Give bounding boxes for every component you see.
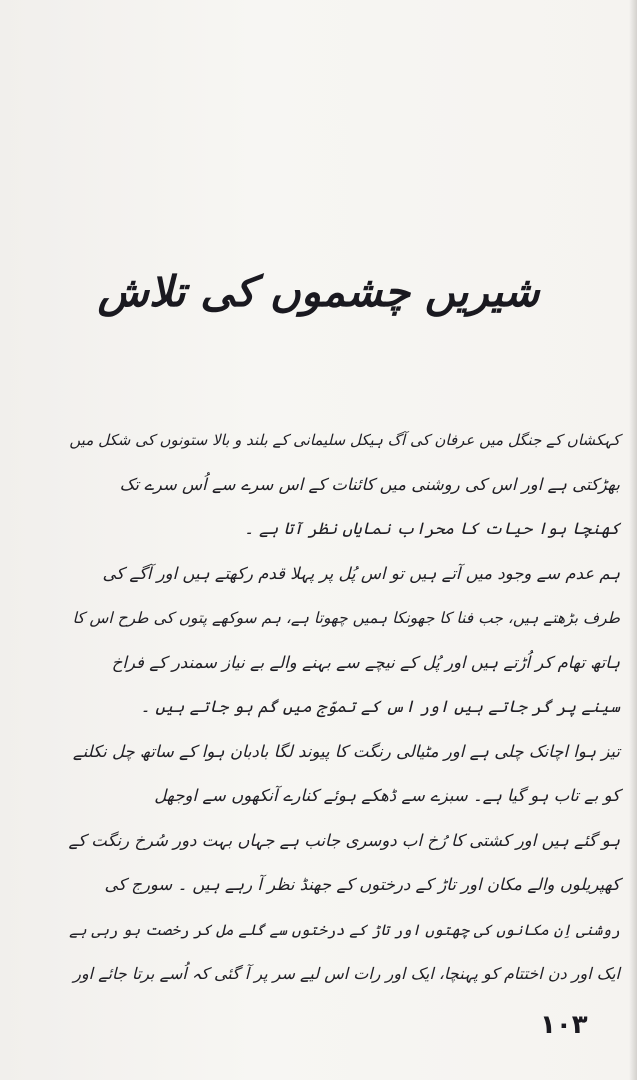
page-edge-shadow <box>629 0 637 1080</box>
text-line: کھنچا ہوا حیات کا محراب نمایاں نظر آتا ہے ۔ <box>244 519 620 538</box>
text-line: طرف بڑھتے ہیں، جب فنا کا جھونکا ہمیں چھوتا ہے، ہم سوکھے پتوں کی طرح اس کا <box>72 609 620 627</box>
text-line: بھڑکتی ہے اور اس کی روشنی میں کائنات کے اس سرے سے اُس سرے تک <box>119 474 620 494</box>
text-line: ہاتھ تھام کر اُڑتے ہیں اور پُل کے نیچے سے بہنے والے بے نیاز سمندر کے فراخ <box>111 652 620 672</box>
text-line: سینے پر گر جاتے ہیں اور اس کے تموّج میں گم ہو جاتے ہیں ۔ <box>140 697 620 716</box>
text-line: کھپریلوں والے مکان اور تاڑ کے درختوں کے جھنڈ نظر آ رہے ہیں ۔ سورج کی <box>104 875 620 894</box>
text-line: ایک اور دن اختتام کو پہنچا، ایک اور رات اس لیے سر پر آ گئی کہ اُسے برتا جائے اور <box>73 964 620 983</box>
text-line: ہم عدم سے وجود میں آتے ہیں تو اس پُل پر پہلا قدم رکھتے ہیں اور آگے کی <box>102 563 620 583</box>
text-line: کو بے تاب ہو گیا ہے۔ سبزے سے ڈھکے ہوئے کنارے آنکھوں سے اوجھل <box>154 786 620 805</box>
text-line: روشنی اِن مکانوں کی چھتوں اور تاڑ کے درختوں سے گلے مل کر رخصت ہو رہی ہے <box>69 920 620 939</box>
page-number: ۱۰۳ <box>540 1010 588 1040</box>
text-line: تیز ہوا اچانک چلی ہے اور مٹیالی رنگت کا پیوند لگا بادبان ہوا کے ساتھ چل نکلنے <box>72 741 620 761</box>
text-line: کہکشاں کے جنگل میں عرفان کی آگ ہیکل سلیمانی کے بلند و بالا ستونوں کی شکل میں <box>69 431 620 449</box>
text-line: ہو گئے ہیں اور کشتی کا رُخ اب دوسری جانب ہے جہاں بہت دور سُرخ رنگت کے <box>68 830 620 850</box>
chapter-title: شیریں چشموں کی تلاش <box>97 267 540 316</box>
body-text <box>60 418 620 997</box>
